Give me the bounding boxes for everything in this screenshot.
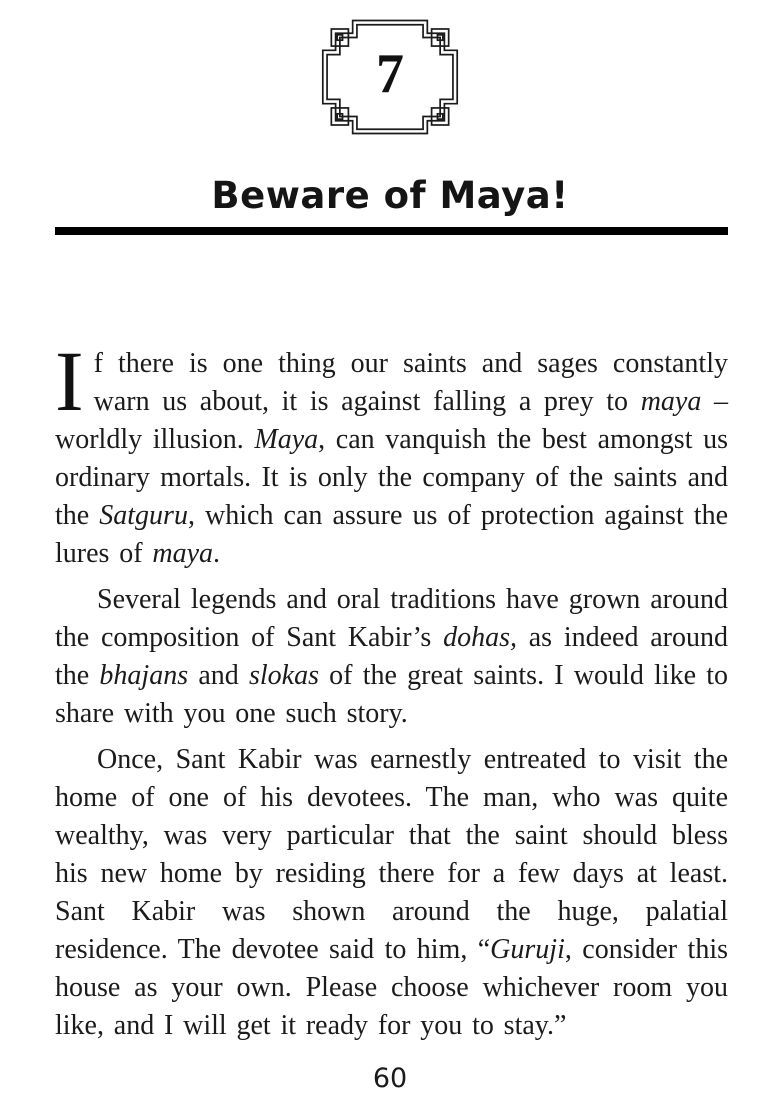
- italic-text: Satguru: [99, 500, 188, 531]
- italic-text: bhajans: [99, 660, 189, 691]
- italic-text: maya: [152, 538, 214, 569]
- chapter-title: Beware of Maya!: [211, 174, 569, 217]
- body-text: [55, 333, 729, 1045]
- italic-text: dohas,: [443, 622, 517, 653]
- italic-text: Guruji: [490, 934, 565, 965]
- chapter-number: 7: [376, 43, 404, 105]
- text-run: f there is one thing our saints and sages constantly warn us about, it is against falling a prey to: [93, 348, 728, 417]
- chapter-ornament: [310, 14, 470, 140]
- page-number: 60: [372, 1063, 408, 1094]
- paragraph: [55, 581, 728, 733]
- text-run: as indeed around the: [55, 622, 728, 691]
- title-rule: [55, 227, 728, 235]
- italic-text: Maya: [254, 424, 319, 455]
- text-run: – worldly illusion.: [55, 386, 728, 455]
- paragraph: [55, 333, 728, 573]
- text-run: , which can assure us of protection against the lures of: [55, 500, 728, 569]
- text-run: Once, Sant Kabir was earnestly entreated to visit the home of one of his devotees. The man, who was quite wealthy, was very particular that the saint should bless his new home by residing there for a few days at least. Sant Kabir was shown around the huge, palatial residence. The devotee said to him, “: [55, 744, 728, 965]
- italic-text: maya: [640, 386, 702, 417]
- drop-cap: I: [55, 333, 84, 429]
- text-run: .: [213, 538, 221, 569]
- text-run: Several legends and oral traditions have grown around the composition of Sant Kabir’s: [55, 584, 728, 653]
- text-run: and: [188, 660, 249, 691]
- italic-text: slokas: [248, 660, 319, 691]
- text-run: , can vanquish the best amongst us ordinary mortals. It is only the company of the saints and the: [55, 424, 728, 531]
- text-run: of the great saints. I would like to share with you one such story.: [55, 660, 729, 729]
- text-run: , consider this house as your own. Please choose whichever room you like, and I will get it ready for you to stay.”: [55, 934, 729, 1041]
- paragraph: [55, 741, 728, 1045]
